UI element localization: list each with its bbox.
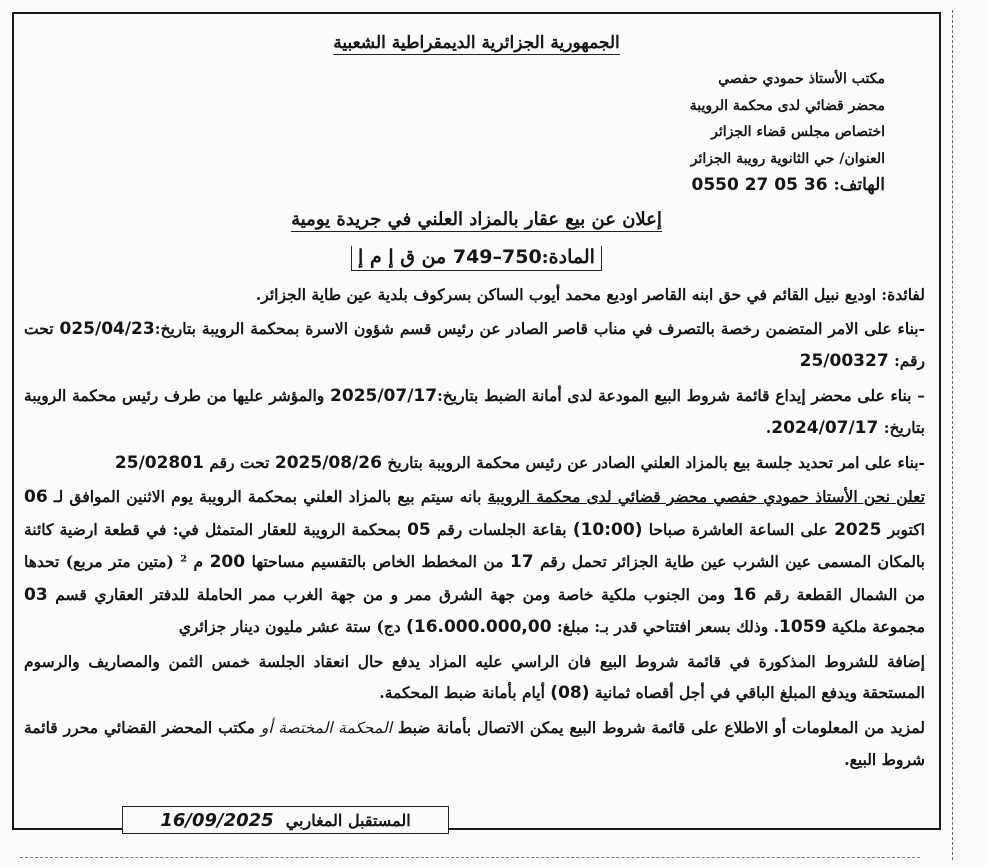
office-phone: الهاتف: 0550 27 05 36 xyxy=(691,175,885,195)
article-reference: المادة:749–750 من ق إ م إ xyxy=(14,246,939,268)
paragraph-contact: لمزيد من المعلومات أو الاطلاع على قائمة شروط البيع يمكن الاتصال بأمانة ضبط المحكمة المختصة أو مكتب المحضر القضائي محرر قائمة شروط البيع. xyxy=(24,717,925,769)
newspaper-name: المستقبل المغاربي xyxy=(285,810,411,830)
office-address: العنوان/ حي الثانوية رويبة الجزائر xyxy=(690,150,885,167)
page-edge-right xyxy=(951,10,953,860)
office-name: مكتب الأستاذ حمودي حفصي xyxy=(718,71,885,87)
paragraph-beneficiary: لفائدة: اوديع نبيل القائم في حق ابنه القاصر اوديع محمد أيوب الساكن بسركوف بلدية عين طاية الجزائر. xyxy=(255,285,925,304)
paragraph-announcement: تعلن نحن الأستاذ حمودي حفصي محضر قضائي لدى محكمة الرويبة بانه سيتم بيع بالمزاد العلني بمحكمة الرويبة يوم الاثنين الموافق لـ 06 اكتوبر 2025 على الساعة العاشرة صباحا (10:00) بقاعة الجلسات رقم 05 بمحكمة الرويبة للعقار المتمثل في: في قطعة ارضية كائنة بالمكان المسمى عين الشرب عين طاية الجزائر تحمل رقم 17 من المخطط الخاص بالتقسيم مساحتها 200 م ² (متين متر مربع) تحدها من الشمال القطعة رقم 16 ومن الجنوب ملكية خاصة ومن جهة الشرق ممر و من جهة الغرب ممر الحاملة للدفتر العقاري قسم 03 مجموعة ملكية 1059. وذلك بسعر افتتاحي قدر بـ: مبلغ: (16.000.000,00 دج) ستة عشر مليون دينار جزائري xyxy=(24,487,926,637)
publication-footer xyxy=(122,806,449,834)
phone-number: 0550 27 05 36 xyxy=(691,175,828,195)
paragraph-authorization: -بناء على الامر المتضمن رخصة بالتصرف في مناب قاصر الصادر عن رئيس قسم شؤون الاسرة بمحكمة الرويبة بتاريخ:025/04/23 تحت رقم: 25/00327 xyxy=(24,318,925,371)
notice-body xyxy=(24,279,925,778)
notice-title: إعلان عن بيع عقار بالمزاد العلني في جريدة يومية xyxy=(291,209,662,230)
paragraph-session-order: -بناء على امر تحديد جلسة بيع بالمزاد العلني الصادر عن رئيس محكمة الرويبة بتاريخ 2025/08/26 تحت رقم 25/02801 xyxy=(114,452,925,473)
page-edge-bottom xyxy=(20,856,920,858)
paragraph-deposit: – بناء على محضر إيداع قائمة شروط البيع المودعة لدى أمانة الضبط بتاريخ:2025/07/17 والمؤشر عليها من طرف رئيس محكمة الرويبة بتاريخ: 2024/07/17. xyxy=(24,385,925,438)
notice-frame xyxy=(12,12,941,830)
office-role: محضر قضائي لدى محكمة الرويبة xyxy=(689,97,885,114)
republic-heading: الجمهورية الجزائرية الديمقراطية الشعبية xyxy=(333,33,620,53)
office-jurisdiction: اختصاص مجلس قضاء الجزائر xyxy=(711,124,885,140)
article-numbers: 749–750 xyxy=(452,246,542,268)
publication-date: 16/09/2025 xyxy=(160,809,274,831)
office-block xyxy=(690,66,885,199)
paragraph-payment-terms: إضافة للشروط المذكورة في قائمة شروط البيع فان الراسي عليه المزاد يدفع حال انعقاد الجلسة خمس الثمن والمصاريف والرسوم المستحقة ويدفع المبلغ الباقي في أجل أقصاه ثمانية (08) أيام بأمانة ضبط المحكمة. xyxy=(24,651,925,703)
